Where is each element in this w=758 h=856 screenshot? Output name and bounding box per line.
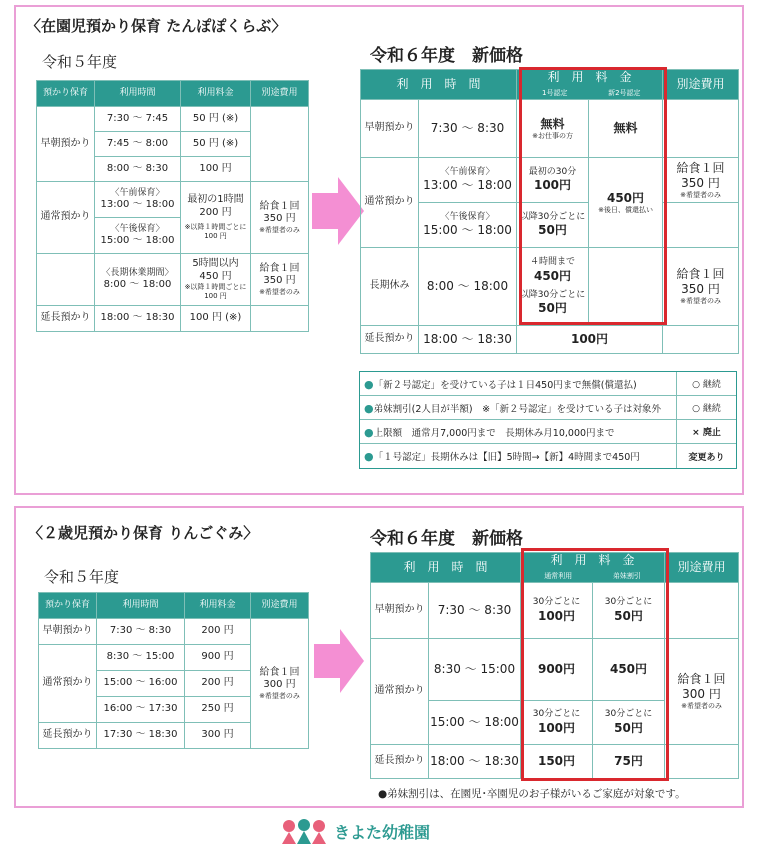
- new-reg-extra: [663, 158, 739, 203]
- new-reg-fee1-c: 以降30分ごとに: [519, 211, 586, 222]
- new2-extra-1: 給食１回: [677, 672, 726, 687]
- section2-note: ●弟妹割引は、在園児･卒園児のお子様がいるご家庭が対象です。: [378, 788, 686, 800]
- note-text: 弟妹割引(2人目が半額) ※「新２号認定」を受けている子は対象外: [373, 403, 662, 415]
- old-regular-extra-1: 給食１回: [259, 200, 300, 212]
- new-am-time: 13:00 〜 18:00: [423, 178, 512, 193]
- bullet-icon: ●: [364, 401, 374, 415]
- old-header-time: 利用時間: [95, 81, 181, 107]
- old-early-extra: [251, 107, 309, 182]
- old-late-time: 18:00 〜 18:30: [95, 306, 181, 332]
- old-long-fee-note: ※以降１時間ごとに: [184, 283, 247, 292]
- new-long-extra-3: ※希望者のみ: [680, 297, 721, 306]
- new-early-time: 7:30 〜 8:30: [419, 100, 517, 158]
- new2-extra-2: 300 円: [682, 687, 721, 702]
- old-long-label: 〈長期休業期間〉: [101, 267, 174, 278]
- new-long-extra-1: 給食１回: [676, 267, 725, 282]
- new2-header-fee-label: 利 用 料 金: [550, 553, 635, 568]
- old2-header-fee: 利用料金: [185, 593, 251, 619]
- new-reg-extra-3: ※希望者のみ: [680, 190, 721, 199]
- new-early-extra: [663, 100, 739, 158]
- new2-late-time: 18:00 〜 18:30: [429, 745, 521, 779]
- section1-notes: [359, 371, 737, 469]
- new-reg-extra-1: 給食１回: [676, 160, 725, 175]
- footer-logo: [280, 818, 430, 844]
- new2-late-fee2: 75円: [593, 745, 665, 779]
- new2-early-fee1-a: 30分ごとに: [532, 597, 581, 608]
- old-regular-fee-note2: 100 円: [204, 232, 227, 240]
- section1-new-table: [360, 69, 739, 354]
- new2-late-fee1: 150円: [521, 745, 593, 779]
- old-long-extra: [251, 254, 309, 306]
- new-reg-fee2: [589, 158, 663, 248]
- old-am-cell: [95, 182, 181, 218]
- new-long-fee1: [517, 248, 589, 326]
- new2-reg2-fee1: [521, 701, 593, 745]
- new2-extra-3: ※希望者のみ: [681, 702, 722, 711]
- new-reg-fee1-a: 最初の30分: [528, 166, 577, 177]
- old-regular-fee-note: ※以降１時間ごとに: [184, 223, 247, 232]
- old-regular-label: 通常預かり: [37, 182, 95, 254]
- new-early-fee1: [517, 100, 589, 158]
- old2-late-fee: 300 円: [185, 723, 251, 749]
- old-early-time-3: 8:00 〜 8:30: [95, 157, 181, 182]
- new2-reg2-fee1-a: 30分ごとに: [532, 709, 581, 720]
- old-early-fee-3: 100 円: [181, 157, 251, 182]
- new-late-fee: 100円: [517, 326, 663, 354]
- new-header-fee: [517, 70, 663, 100]
- new-late-time: 18:00 〜 18:30: [419, 326, 517, 354]
- old2-reg-time-1: 8:30 〜 15:00: [97, 645, 185, 671]
- old-long-fee-2: 450 円: [199, 270, 232, 282]
- new-pm-cell: [419, 203, 517, 248]
- new2-early-extra: [665, 583, 739, 639]
- section-tanpopo: [14, 5, 744, 495]
- old2-reg-time-3: 16:00 〜 17:30: [97, 697, 185, 723]
- old2-early-label: 早朝預かり: [39, 619, 97, 645]
- new2-early-fee2-a: 30分ごとに: [604, 597, 653, 608]
- old-header-fee: 利用料金: [181, 81, 251, 107]
- section2-old-year: 令和５年度: [44, 568, 120, 586]
- old-regular-extra: [251, 182, 309, 254]
- old-pm-cell: [95, 218, 181, 254]
- new-long-fee1-d: 50円: [538, 300, 567, 315]
- arrow-shaft-2: [314, 644, 340, 678]
- old-early-fee-1: 50 円 (※): [181, 107, 251, 132]
- new2-early-label: 早朝預かり: [371, 583, 429, 639]
- old2-early-fee: 200 円: [185, 619, 251, 645]
- section1-new-title: 令和６年度 新価格: [370, 46, 523, 66]
- new2-reg-fee2: 450円: [593, 639, 665, 701]
- new2-header-fee-sub1: 通常利用: [544, 571, 573, 580]
- new2-reg2-fee2-a: 30分ごとに: [604, 709, 653, 720]
- new-long-extra: [663, 248, 739, 326]
- new-long-fee1-c: 以降30分ごとに: [519, 289, 586, 300]
- new-pm-time: 15:00 〜 18:00: [423, 223, 512, 238]
- old-long-fee: [181, 254, 251, 306]
- new-early-fee1-value: 無料: [540, 116, 565, 131]
- new2-early-fee1: [521, 583, 593, 639]
- old-long-extra-2: 350 円: [263, 275, 296, 287]
- new-long-label: 長期休み: [361, 248, 419, 326]
- note-text: 「新２号認定」を受けている子は１日450円まで無償(償還払): [373, 379, 637, 391]
- section2-title: 〈２歳児預かり保育 りんごぐみ〉: [28, 524, 259, 542]
- old2-late-time: 17:30 〜 18:30: [97, 723, 185, 749]
- new-early-fee1-note: ※お仕事の方: [532, 131, 573, 140]
- note-status: ○ 継続: [676, 396, 736, 419]
- section2-new-table: [370, 552, 739, 779]
- new2-reg-time1: 8:30 〜 15:00: [429, 639, 521, 701]
- old-long-time: 8:00 〜 18:00: [103, 278, 172, 290]
- old-long-label-cell: [37, 254, 95, 306]
- kids-logo-icon: [280, 818, 328, 844]
- kindergarten-name: きよた幼稚園: [334, 822, 431, 842]
- new-long-fee1-b: 450円: [533, 268, 572, 283]
- new-reg-fee2-note: ※後日、償還払い: [598, 205, 653, 214]
- old2-header-time: 利用時間: [97, 593, 185, 619]
- old-am-label: 〈午前保育〉: [110, 187, 165, 198]
- new-header-extra: 別途費用: [663, 70, 739, 100]
- new2-reg2-fee2-b: 50円: [614, 720, 643, 735]
- section1-title: 〈在園児預かり保育 たんぽぽくらぶ〉: [26, 17, 287, 35]
- new-late-extra: [663, 326, 739, 354]
- old-long-fee-note2: 100 円: [204, 292, 227, 300]
- new2-reg2-fee2: [593, 701, 665, 745]
- new-am-cell: [419, 158, 517, 203]
- note-status: ○ 継続: [676, 372, 736, 395]
- new-reg-fee1-top: [517, 158, 589, 203]
- new2-early-time: 7:30 〜 8:30: [429, 583, 521, 639]
- note-text: 上限額 通常月7,000円まで 長期休み月10,000円まで: [373, 427, 615, 439]
- new2-regular-label: 通常預かり: [371, 639, 429, 745]
- new2-extra: [665, 639, 739, 745]
- old2-early-time: 7:30 〜 8:30: [97, 619, 185, 645]
- new-reg-fee1-bottom: [517, 203, 589, 248]
- old2-extra-1: 給食１回: [259, 666, 300, 678]
- new2-late-extra: [665, 745, 739, 779]
- new-reg-fee1-d: 50円: [538, 223, 567, 238]
- old-long-extra-1: 給食１回: [259, 262, 300, 274]
- new2-late-label: 延長預かり: [371, 745, 429, 779]
- new-early-fee2: [589, 100, 663, 158]
- new-early-label: 早朝預かり: [361, 100, 419, 158]
- old2-reg-fee-1: 900 円: [185, 645, 251, 671]
- new-reg-fee1-b: 100円: [533, 178, 572, 193]
- old-early-label: 早朝預かり: [37, 107, 95, 182]
- new-long-fee1-a: ４時間まで: [530, 257, 576, 268]
- old2-late-label: 延長預かり: [39, 723, 97, 749]
- old2-extra-3: ※希望者のみ: [259, 691, 300, 700]
- new-header-fee-sub1: 1号認定: [541, 88, 568, 97]
- note-row: [360, 372, 736, 396]
- new2-reg-time2: 15:00 〜 18:00: [429, 701, 521, 745]
- bullet-icon: ●: [364, 425, 374, 439]
- old-long-cell: [95, 254, 181, 306]
- section2-old-table: [38, 592, 309, 749]
- old-header-type: 預かり保育: [37, 81, 95, 107]
- arrow-shaft-1: [312, 193, 338, 229]
- new-am-label: 〈午前保育〉: [440, 166, 495, 177]
- note-text: 「１号認定」長期休みは【旧】5時間→【新】4時間まで450円: [373, 452, 640, 463]
- old2-reg-fee-2: 200 円: [185, 671, 251, 697]
- old-regular-extra-2: 350 円: [263, 213, 296, 225]
- new-reg-extra-2: 350 円: [681, 175, 720, 190]
- new-late-label: 延長預かり: [361, 326, 419, 354]
- old-early-time-1: 7:30 〜 7:45: [95, 107, 181, 132]
- note-status: 変更あり: [676, 444, 736, 468]
- note-row: [360, 420, 736, 444]
- section1-old-table: [36, 80, 309, 332]
- new2-early-fee2: [593, 583, 665, 639]
- note-row: [360, 396, 736, 420]
- new2-reg-fee1: 900円: [521, 639, 593, 701]
- new2-early-fee1-b: 100円: [537, 608, 576, 623]
- arrow-right-icon: [340, 629, 364, 693]
- old-am-time: 13:00 〜 18:00: [100, 198, 175, 210]
- new-long-time: 8:00 〜 18:00: [419, 248, 517, 326]
- old2-extra: [251, 619, 309, 749]
- old2-regular-label: 通常預かり: [39, 645, 97, 723]
- old2-reg-time-2: 15:00 〜 16:00: [97, 671, 185, 697]
- new-reg-extra-empty: [663, 203, 739, 248]
- old-pm-label: 〈午後保育〉: [110, 223, 165, 234]
- old-header-extra: 別途費用: [251, 81, 309, 107]
- new-pm-label: 〈午後保育〉: [440, 211, 495, 222]
- new2-header-fee: [521, 553, 665, 583]
- new2-early-fee2-b: 50円: [614, 608, 643, 623]
- new2-header-time: 利 用 時 間: [371, 553, 521, 583]
- old-regular-fee: [181, 182, 251, 254]
- old-regular-fee-1: 最初の1時間: [187, 194, 244, 206]
- old-regular-fee-2: 200 円: [199, 206, 232, 218]
- old2-header-type: 預かり保育: [39, 593, 97, 619]
- new-reg-fee2-value: 450円: [606, 190, 645, 205]
- bullet-icon: ●: [364, 450, 374, 463]
- old-early-time-2: 7:45 〜 8:00: [95, 132, 181, 157]
- new2-reg2-fee1-b: 100円: [537, 720, 576, 735]
- old-long-fee-1: 5時間以内: [192, 258, 239, 270]
- old-long-extra-3: ※希望者のみ: [259, 287, 300, 296]
- new-header-fee-label: 利 用 料 金: [547, 70, 632, 85]
- old-late-fee: 100 円 (※): [181, 306, 251, 332]
- new2-header-fee-sub2: 弟妹割引: [612, 571, 641, 580]
- new-long-extra-2: 350 円: [681, 282, 720, 297]
- old-early-fee-2: 50 円 (※): [181, 132, 251, 157]
- old-pm-time: 15:00 〜 18:00: [100, 234, 175, 246]
- section1-old-year: 令和５年度: [42, 53, 118, 71]
- new-early-fee2-value: 無料: [613, 121, 638, 135]
- new2-header-extra: 別途費用: [665, 553, 739, 583]
- old-late-extra: [251, 306, 309, 332]
- section-ringo: [14, 506, 744, 808]
- bullet-icon: ●: [364, 377, 374, 391]
- old-late-label: 延長預かり: [37, 306, 95, 332]
- old2-reg-fee-3: 250 円: [185, 697, 251, 723]
- new-regular-label: 通常預かり: [361, 158, 419, 248]
- new-header-fee-sub2: 新2号認定: [608, 88, 641, 97]
- new-long-fee2: [589, 248, 663, 326]
- old-regular-extra-3: ※希望者のみ: [259, 225, 300, 234]
- note-row: [360, 444, 736, 468]
- note-status: × 廃止: [676, 420, 736, 443]
- new-header-time: 利 用 時 間: [361, 70, 517, 100]
- old2-header-extra: 別途費用: [251, 593, 309, 619]
- old2-extra-2: 300 円: [263, 679, 296, 691]
- section2-new-title: 令和６年度 新価格: [370, 529, 523, 549]
